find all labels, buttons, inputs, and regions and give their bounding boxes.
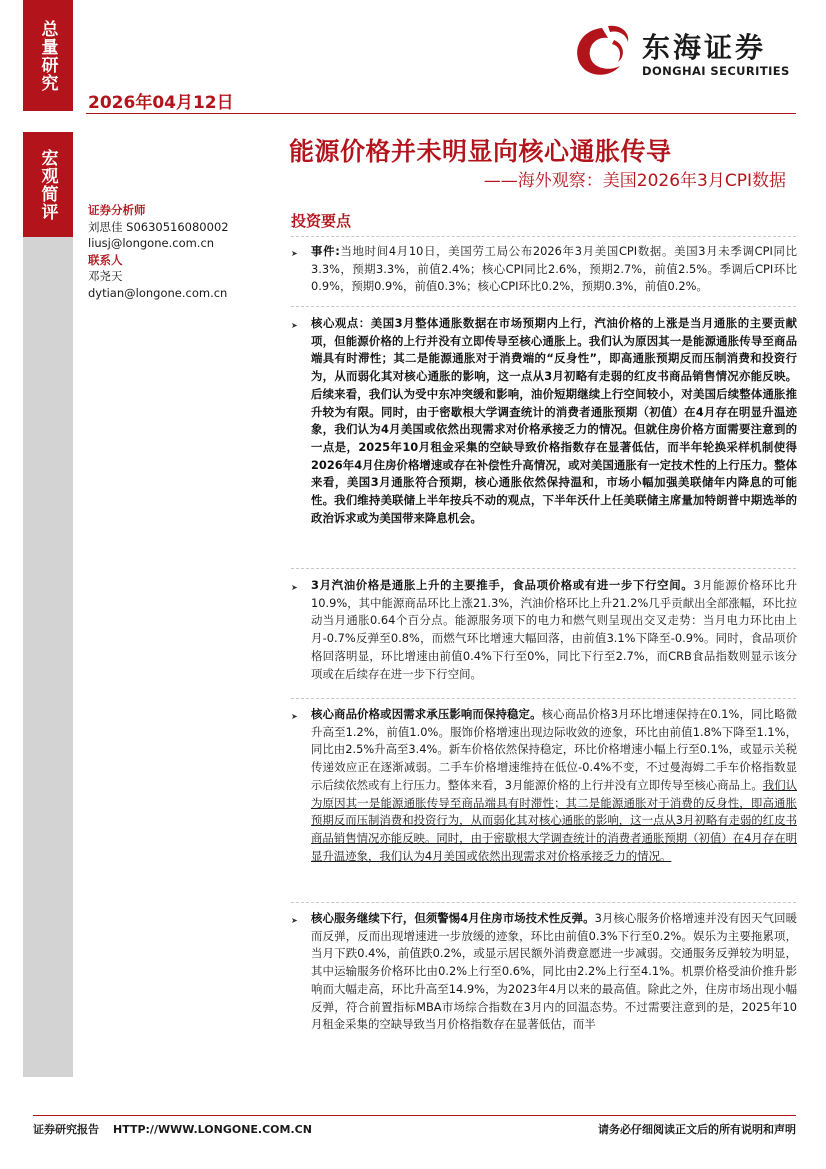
contact-email[interactable]: dytian@longone.com.cn bbox=[88, 285, 228, 300]
bullet-lead: 核心服务继续下行，但须警惕4月住房市场技术性反弹。 bbox=[311, 911, 595, 925]
bullet-text: 3月能源价格环比升10.9%，其中能源商品环比上涨21.3%，汽油价格环比上升21.2%几乎贡献出全部涨幅，环比拉动当月通胀0.64个百分点。能源服务项下的电力和燃气则呈现出交叉走势：当月电力环比由上月-0.7%反弹至0.8%，而燃气环比增速大幅回落，由前值3.1%下降至-0.9%。同时，食品项价格回落明显，环比增速由前值0.4%下行至0%，同比下行至2.7%，而CRB食品指数则显示该分项或在后续存在进一步下行空间。 bbox=[311, 578, 798, 681]
analyst-name-id: 刘思佳 S0630516080002 bbox=[88, 219, 229, 234]
divider bbox=[291, 306, 796, 307]
bullet-core-view bbox=[291, 315, 797, 527]
section-divider bbox=[291, 236, 796, 237]
footer-disclaimer: 请务必仔细阅读正文后的所有说明和声明 bbox=[598, 1123, 796, 1136]
bullet-text: 核心商品价格3月环比增速保持在0.1%，同比略微升高至1.2%，前值1.0%。服饰价格增速出现边际收敛的迹象，环比由前值1.8%下降至1.1%，同比由2.5%升高至3.4%。新车价格依然保持稳定，环比价格增速小幅上行至0.1%，或显示关税传递效应正在逐渐减弱。二手车价格增速维持在低位-0.4%不变，不过曼海姆二手车价格指数显示后续依然或有上行压力。整体来看，3月能源价格的上行并没有立即传导至核心商品上。 bbox=[311, 707, 797, 792]
category-label: 总量研究 bbox=[37, 19, 58, 92]
category-badge bbox=[23, 0, 73, 111]
report-date: 2026年04月12日 bbox=[88, 93, 234, 113]
footer-divider bbox=[33, 1115, 796, 1116]
footer-left bbox=[33, 1121, 326, 1137]
divider bbox=[291, 568, 796, 569]
analyst-info bbox=[88, 202, 229, 302]
brand-name-en: DONGHAI SECURITIES bbox=[642, 64, 790, 78]
bullet-lead: 核心商品价格或因需求承压影响而保持稳定。 bbox=[311, 707, 542, 721]
section-title: 投资要点 bbox=[291, 212, 352, 230]
brand-name-cn: 东海证券 bbox=[642, 31, 767, 64]
bullet-lead: 事件: bbox=[311, 244, 340, 258]
bullet-underlined-text: 我们认为原因其一是能源通胀传导至商品端具有时滞性；其二是能源通胀对于消费的反身性，即高通胀预期反而压制消费和投资行为，从而弱化其对核心通胀的影响，这一点从3月初略有走弱的红皮书商品销售情况亦能反映。同时，由于密歇根大学调查统计的消费者通胀预期（初值）在4月存在明显升温迹象，我们认为4月美国或依然出现需求对价格承接乏力的情况。 bbox=[311, 777, 797, 863]
analyst-email[interactable]: liusj@longone.com.cn bbox=[88, 236, 215, 251]
contact-label: 联系人 bbox=[88, 252, 123, 267]
header-divider bbox=[86, 113, 796, 114]
divider bbox=[291, 902, 796, 903]
subcategory-label: 宏观简评 bbox=[37, 148, 58, 221]
subcategory-badge bbox=[23, 132, 73, 237]
footer-report-type: 证券研究报告 bbox=[33, 1123, 99, 1136]
report-title: 能源价格并未明显向核心通胀传导 bbox=[289, 137, 672, 166]
footer-url-link[interactable]: HTTP://WWW.LONGONE.COM.CN bbox=[113, 1123, 312, 1136]
bullet-text: 当地时间4月10日，美国劳工局公布2026年3月美国CPI数据。美国3月未季调CPI同比3.3%，预期3.3%，前值2.4%；核心CPI同比2.6%，预期2.7%，前值2.5%。季调后CPI环比0.9%，预期0.9%，前值0.3%；核心CPI环比0.2%，预期0.3%，前值0.2%。 bbox=[311, 244, 797, 294]
analyst-label: 证券分析师 bbox=[88, 203, 146, 217]
sidebar-column bbox=[23, 237, 73, 1077]
bullet-lead: 3月汽油价格是通胀上升的主要推手，食品项价格或有进一步下行空间。 bbox=[311, 578, 694, 592]
bullet-arrow-icon: ➤ bbox=[291, 583, 298, 592]
bullet-arrow-icon: ➤ bbox=[291, 321, 298, 330]
bullet-arrow-icon: ➤ bbox=[291, 712, 298, 721]
divider bbox=[291, 698, 796, 699]
bullet-lead: 核心观点：美国3月整体通胀数据在市场预期内上行，汽油价格的上涨是当月通胀的主要贡献项，但能源价格的上行并没有立即传导至核心通胀上。我们认为原因其一是能源通胀传导至商品端具有时滞性；其二是能源通胀对于消费端的“反身性”，即高通胀预期反而压制消费和投资行为，从而弱化其对核心通胀的影响，这一点从3月初略有走弱的红皮书商品销售情况亦能反映。后续来看，我们认为受中东冲突缓和影响，油价短期继续上行空间较小，对美国后续整体通胀推升较为有限。同时，由于密歇根大学调查统计的消费者通胀预期（初值）在4月存在明显升温迹象，我们认为4月美国或依然出现需求对价格承接乏力的情况。但就住房价格方面需要注意到的一点是，2025年10月租金采集的空缺导致价格指数存在显著低估，而半年轮换采样机制使得2026年4月住房价格增速或存在补偿性升高情况，或对美国通胀有一定技术性的上行压力。整体来看，美国3月通胀符合预期，核心通胀依然保持温和，市场小幅加强美联储年内降息的可能性。我们维持美联储上半年按兵不动的观点，下半年沃什上任美联储主席量加特朗普中期选举的政治诉求或为美国带来降息机会。 bbox=[311, 316, 797, 525]
bullet-event bbox=[291, 243, 797, 296]
contact-name: 邓尧天 bbox=[88, 269, 123, 284]
bullet-energy-food bbox=[291, 577, 797, 683]
report-subtitle: ——海外观察：美国2026年3月CPI数据 bbox=[483, 171, 786, 191]
bullet-arrow-icon: ➤ bbox=[291, 916, 298, 925]
bullet-text: 3月核心服务价格增速并没有因天气回暖而反弹，反而出现增速进一步放缓的迹象，环比由前值0.3%下行至0.2%。娱乐为主要拖累项，当月下跌0.4%，前值跌0.2%，或显示居民额外消费意愿进一步减弱。交通服务反弹较为明显，其中运输服务价格环比由0.2%上行至0.6%，同比由2.2%上行至4.1%。机票价格受油价推升影响而大幅走高，环比升高至14.9%，为2023年4月以来的最高值。除此之外，住房市场出现小幅反弹，符合前置指标MBA市场综合指数在3月内的回温态势。不过需要注意到的是，2025年10月租金采集的空缺导致当月价格指数存在显著低估，而半 bbox=[311, 911, 797, 1032]
bullet-arrow-icon: ➤ bbox=[291, 249, 298, 258]
bullet-core-services bbox=[291, 910, 797, 1034]
bullet-core-goods bbox=[291, 706, 797, 865]
